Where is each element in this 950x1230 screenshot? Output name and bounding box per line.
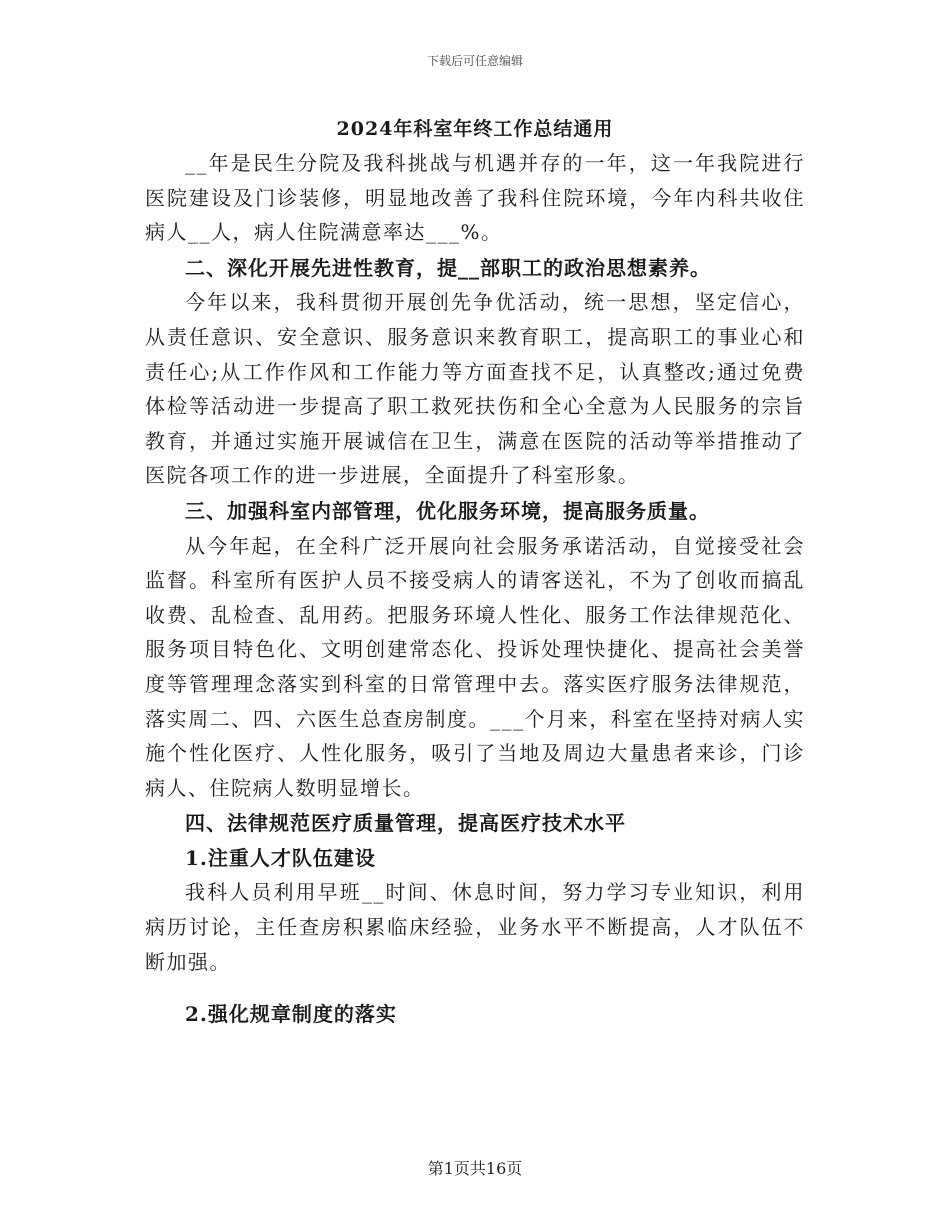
page-footer: 第1页共16页 bbox=[427, 1159, 523, 1178]
document-body bbox=[145, 146, 805, 1032]
section-3-heading: 三、加强科室内部管理，优化服务环境，提高服务质量。 bbox=[185, 498, 710, 523]
subsection-2-heading: 2.强化规章制度的落实 bbox=[185, 1002, 397, 1027]
section-2-body: 今年以来，我科贯彻开展创先争优活动，统一思想，坚定信心，从责任意识、安全意识、服务意识来教育职工，提高职工的事业心和责任心;从工作作风和工作能力等方面查找不足，认真整改;通过免费体检等活动进一步提高了职工救死扶伤和全心全意为人民服务的宗旨教育，并通过实施开展诚信在卫生，满意在医院的活动等举措推动了医院各项工作的进一步进展，全面提升了科室形象。 bbox=[145, 290, 805, 488]
paragraph-gap bbox=[145, 979, 805, 997]
section-4-heading: 四、法律规范医疗质量管理，提高医疗技术水平 bbox=[185, 811, 626, 836]
page-title: 2024年科室年终工作总结通用 bbox=[336, 118, 614, 140]
intro-paragraph: __年是民生分院及我科挑战与机遇并存的一年，这一年我院进行医院建设及门诊装修，明显地改善了我科住院环境，今年内科共收住病人__人，病人住院满意率达___%。 bbox=[145, 151, 805, 245]
header-note: 下载后可任意编辑 bbox=[426, 54, 523, 68]
subsection-1-heading: 1.注重人才队伍建设 bbox=[185, 845, 376, 870]
section-2-heading: 二、深化开展先进性教育，提__部职工的政治思想素养。 bbox=[185, 255, 711, 280]
subsection-1-body: 我科人员利用早班__时间、休息时间，努力学习专业知识，利用病历讨论，主任查房积累临床经验，业务水平不断提高，人才队伍不断加强。 bbox=[145, 880, 805, 974]
section-3-body: 从今年起，在全科广泛开展向社会服务承诺活动，自觉接受社会监督。科室所有医护人员不接受病人的请客送礼，不为了创收而搞乱收费、乱检查、乱用药。把服务环境人性化、服务工作法律规范化、服务项目特色化、文明创建常态化、投诉处理快捷化、提高社会美誉度等管理理念落实到科室的日常管理中去。落实医疗服务法律规范，落实周二、四、六医生总查房制度。___个月来，科室在坚持对病人实施个性化医疗、人性化服务，吸引了当地及周边大量患者来诊，门诊病人、住院病人数明显增长。 bbox=[145, 533, 805, 800]
